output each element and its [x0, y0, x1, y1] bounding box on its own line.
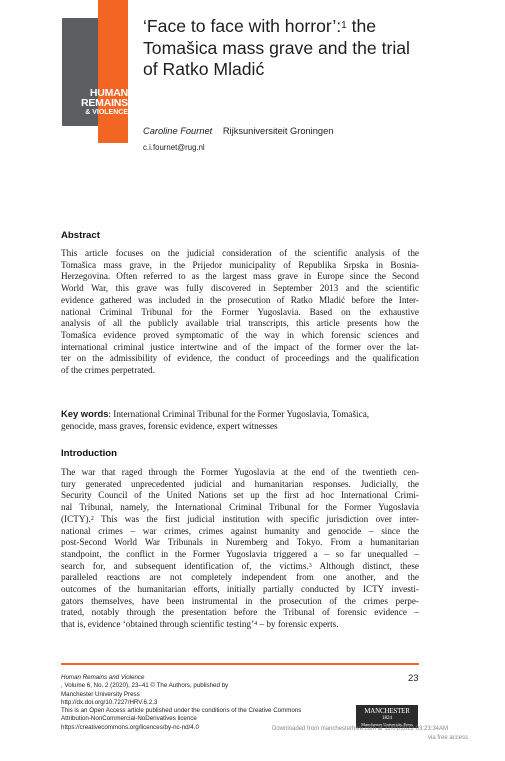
journal-logo — [72, 88, 128, 117]
footnote-ref[interactable]: 4 — [254, 621, 258, 628]
title-line-3: of Ratko Mladić — [143, 59, 265, 79]
footer-journal: Human Remains and Violence — [61, 674, 145, 681]
abstract-line: national Criminal Tribunal for the Former Yugoslavia. Based on the exhaustive — [61, 306, 419, 317]
logo-line-3: & VIOLENCE — [85, 109, 128, 116]
abstract-line: This article focuses on the judicial consideration of the scientific analysis of the — [61, 248, 419, 258]
author-affiliation: Rijksuniversiteit Groningen — [222, 126, 334, 136]
footer-publisher: Manchester University Press — [61, 690, 140, 698]
footer-rule — [61, 663, 419, 665]
article-title — [143, 16, 443, 81]
introduction-line: nal Tribunal, namely, the International Criminal Tribunal for the Former Yugoslavia — [61, 502, 419, 513]
abstract-line: analysis of all the publicly available trial transcripts, this article presents how the — [61, 318, 419, 329]
introduction-heading: Introduction — [61, 448, 117, 459]
introduction-line: standpoint, the conflict in the Former Yugoslavia triggered a – so far unequalled – — [61, 548, 419, 559]
introduction-line: The war that raged through the Former Yugoslavia at the end of the twentieth cen- — [61, 467, 419, 477]
abstract-heading: Abstract — [61, 230, 100, 241]
introduction-text — [61, 467, 419, 631]
introduction-line: post-Second World War Tribunals in Nuremberg and Tokyo. From a humanitarian — [61, 537, 419, 548]
introduction-line: outcomes of the humanitarian efforts, initially partially conducted by ICTY investi- — [61, 584, 419, 595]
author-name: Caroline Fournet — [143, 126, 213, 136]
footer-doi[interactable]: http://dx.doi.org/10.7227/HRV.6.2.3 — [61, 698, 158, 706]
footer-citation: , Volume 6, No. 2 (2020), 23–41 © The Authors, published by — [61, 682, 229, 690]
introduction-line: (ICTY).$^2$ This was the first judicial institution with specific jurisdiction over inter- — [61, 513, 419, 524]
introduction-line: gators themselves, have been instrumental in the prosecution of the crimes perpe- — [61, 595, 419, 606]
abstract-line: Tomašica evidence proved symptomatic of the way in which forensic sciences and — [61, 329, 419, 340]
author-line — [143, 126, 333, 136]
page-number: 23 — [408, 673, 419, 684]
abstract-line: of the crimes perpetrated. — [61, 365, 155, 376]
introduction-line: national crimes – war crimes, crimes against humanity and genocide – since the — [61, 525, 419, 536]
abstract-text — [61, 248, 419, 377]
publisher-logo-line-3: Manchester University Press — [361, 722, 413, 727]
publisher-logo-line-1: MANCHESTER — [364, 707, 410, 715]
download-watermark: Downloaded from manchesterhive.com at 11/01/2022 03:23:34AM — [272, 726, 448, 732]
footer — [61, 674, 361, 732]
logo-line-1: HUMAN — [89, 87, 128, 99]
title-line-2: Tomašica mass grave and the trial — [143, 37, 410, 58]
introduction-line: paralleled reactions are not completely independent from one another, and the — [61, 572, 419, 583]
introduction-line: search for, and subsequent identification of, the victims.$^3$ Although distinct, these — [61, 560, 420, 571]
title-line-1: ‘Face to face with horror’:$^1$ the — [143, 16, 377, 36]
title-footnote-ref: 1 — [341, 20, 347, 31]
keywords — [61, 408, 421, 432]
author-email[interactable]: c.i.fournet@rug.nl — [143, 143, 205, 152]
footnote-ref[interactable]: 3 — [308, 562, 312, 569]
abstract-line: World War, this grave was fully discovered in September 2013 and the scientific — [61, 283, 419, 294]
publisher-logo-line-2: 1824 — [382, 716, 392, 721]
introduction-line: that is, evidence ‘obtained through scientific testing’$^4$ – by forensic experts. — [61, 619, 339, 630]
keywords-list-cont: genocide, mass graves, forensic evidence, expert witnesses — [61, 420, 278, 431]
abstract-line: Tomašica mass grave, in the Prijedor municipality of Republika Srpska in Bosnia- — [61, 259, 419, 270]
footer-open-access-2: Attribution-NonCommercial-NoDerivatives licence — [61, 715, 197, 723]
introduction-line: trated, notably through the presentation before the Tribunal of forensic evidence – — [61, 607, 419, 618]
logo-line-2: REMAINS — [80, 97, 128, 109]
publisher-logo — [356, 705, 418, 728]
footer-open-access-1: This is an Open Access article published under the conditions of the Creative Commons — [61, 707, 302, 715]
introduction-line: Security Council of the United Nations set up the first ad hoc International Crimi- — [61, 490, 419, 501]
introduction-line: tury generated unprecedented judicial and humanitarian responses. Judicially, the — [61, 478, 419, 489]
footer-licence-url[interactable]: https://creativecommons.org/licences/by-nc-nd/4.0 — [61, 723, 199, 731]
footnote-ref[interactable]: 2 — [90, 515, 94, 522]
abstract-line: international criminal justice intertwine and of the impact of the former over the lat- — [61, 341, 419, 352]
abstract-line: evidence gathered was included in the prosecution of Ratko Mladić before the Inter- — [61, 294, 419, 305]
abstract-line: Herzegovina. Often referred to as the largest mass grave in Europe since the Second — [61, 271, 419, 282]
access-watermark: via free access — [428, 735, 469, 741]
keywords-label: Key words — [61, 408, 109, 419]
journal-logo-stripe — [98, 0, 128, 143]
keywords-list: : International Criminal Tribunal for the Former Yugoslavia, Tomašica, — [108, 409, 370, 419]
abstract-line: ter on the admissibility of evidence, the conduct of proceedings and the qualification — [61, 353, 419, 364]
